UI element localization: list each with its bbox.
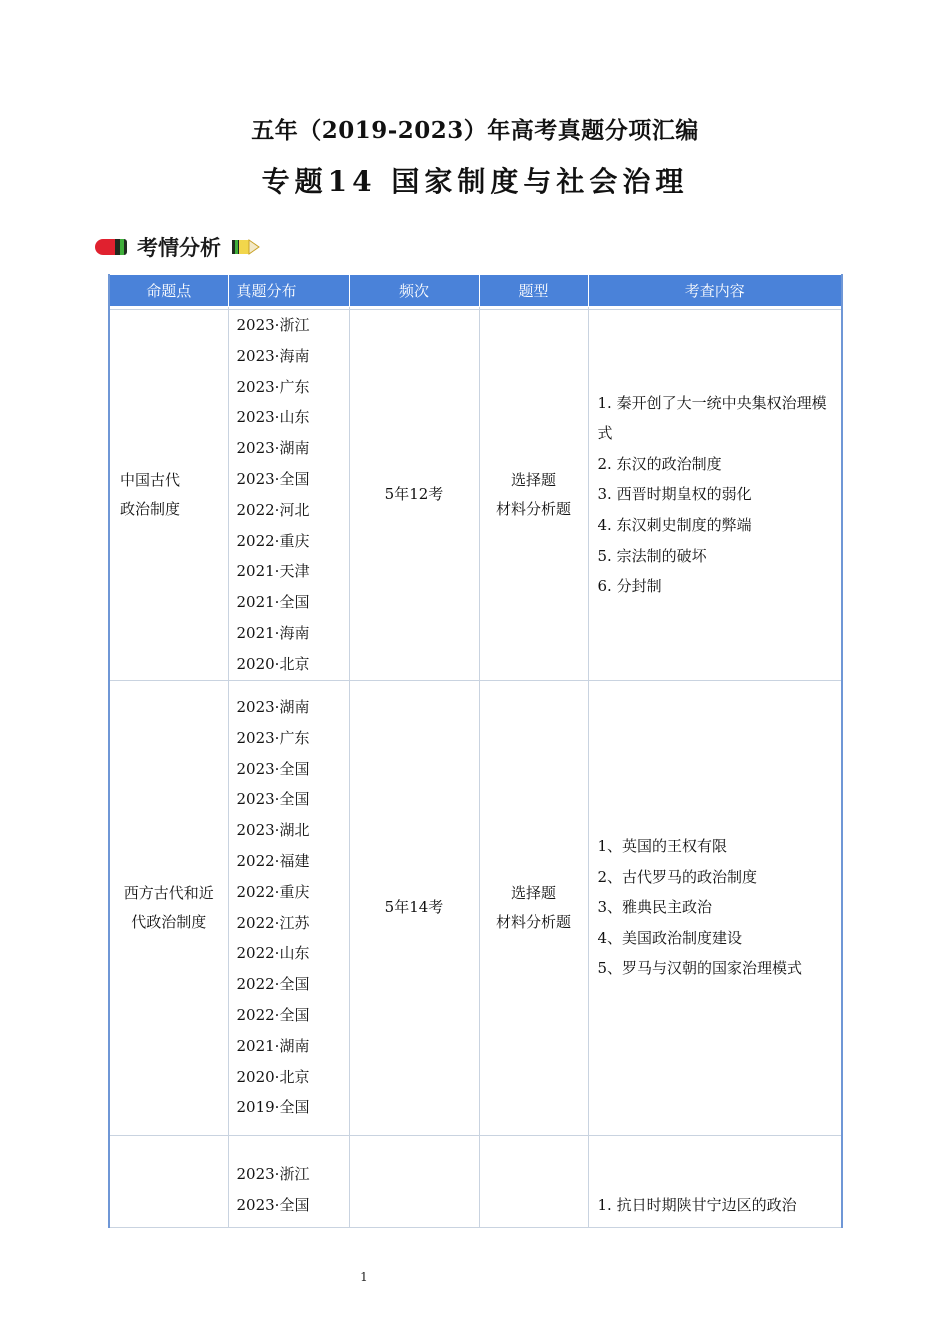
frequency-cell: 5年12考 [349, 310, 479, 681]
column-header: 题型 [479, 275, 588, 307]
exam-analysis-table [108, 274, 843, 1228]
column-header: 真题分布 [228, 275, 349, 307]
frequency-cell: 5年14考 [349, 680, 479, 1135]
content-cell: 1. 秦开创了大一统中央集权治理模式 2. 东汉的政治制度 3. 西晋时期皇权的弱化 4. 东汉刺史制度的弊端 5. 宗法制的破坏 6. 分封制 [588, 310, 842, 681]
content-cell: 1、英国的王权有限 2、古代罗马的政治制度 3、雅典民主政治 4、美国政治制度建设 5、罗马与汉朝的国家治理模式 [588, 680, 842, 1135]
question-type-cell: 选择题 材料分析题 [479, 680, 588, 1135]
column-header: 命题点 [109, 275, 228, 307]
topic-cell: 中国古代 政治制度 [109, 310, 228, 681]
years-cell: 2023·浙江 2023·全国 [228, 1135, 349, 1227]
table-row [109, 1135, 842, 1227]
question-type-cell: 选择题 材料分析题 [479, 310, 588, 681]
table-header-row [109, 275, 842, 307]
topic-cell: 西方古代和近 代政治制度 [109, 680, 228, 1135]
section-header [95, 232, 261, 262]
section-title: 考情分析 [137, 236, 221, 260]
page-number: 1 [360, 1270, 368, 1284]
frequency-cell [349, 1135, 479, 1227]
content-cell: 1. 抗日时期陕甘宁边区的政治 [588, 1135, 842, 1227]
question-type-cell [479, 1135, 588, 1227]
table-row [109, 310, 842, 681]
years-cell: 2023·浙江 2023·海南 2023·广东 2023·山东 2023·湖南 2023·全国 2022·河北 2022·重庆 2021·天津 2021·全国 2021·海南 2020·北京 [228, 310, 349, 681]
column-header: 频次 [349, 275, 479, 307]
pill-decoration-icon [95, 239, 127, 255]
document-subtitle: 专题14 国家制度与社会治理 [261, 165, 689, 198]
document-title: 五年（2019-2023）年高考真题分项汇编 [251, 117, 699, 144]
column-header: 考查内容 [588, 275, 842, 307]
table-row [109, 680, 842, 1135]
pencil-icon [231, 238, 261, 256]
topic-cell [109, 1135, 228, 1227]
years-cell: 2023·湖南 2023·广东 2023·全国 2023·全国 2023·湖北 2022·福建 2022·重庆 2022·江苏 2022·山东 2022·全国 2022·全国 2021·湖南 2020·北京 2019·全国 [228, 680, 349, 1135]
